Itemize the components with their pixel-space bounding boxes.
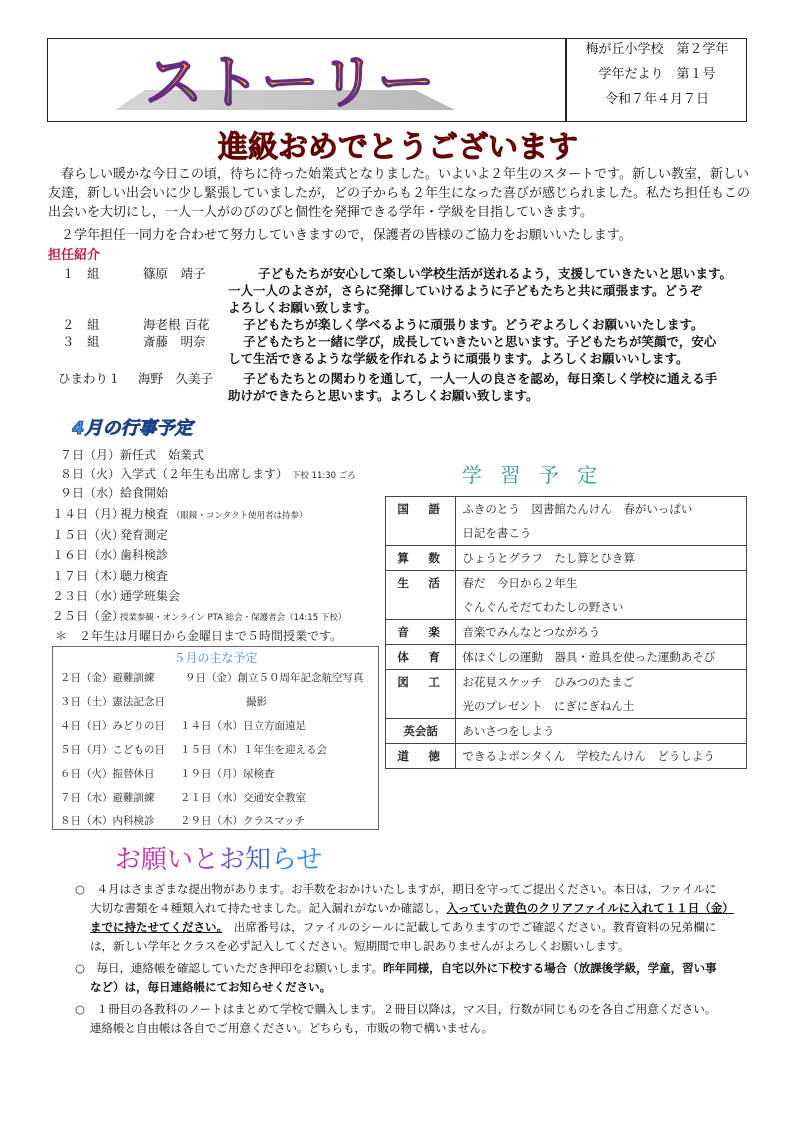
content-cell: ひょうとグラフ たし算とひき算 [456, 546, 747, 571]
teacher-1-class: １ 組 [62, 266, 100, 281]
may-item: ９日（金）創立５０周年記念航空写真 [185, 672, 364, 684]
event-date: １５日（火） [52, 528, 125, 542]
teacher-3-message-2: して生活できるような学級を作れるように頑張ります。よろしくお願いいします。 [228, 351, 689, 366]
event-text: 視力検査 [120, 507, 169, 521]
event-date: １４日（月） [52, 507, 125, 521]
subject-cell: 算 数 [386, 546, 456, 571]
may-item: １９日（月）尿検査 [180, 768, 275, 780]
teacher-4-message-1: 子どもたちとの関わりを通して，一人一人の良さを認め，毎日楽しく学校に通える手 [243, 371, 718, 386]
event-text: 入学式（２年生も出席します） [120, 467, 289, 481]
event-date: ２３日（水） [52, 589, 125, 603]
table-row [386, 645, 747, 670]
event-date: ９日（水） [60, 486, 121, 500]
table-row [386, 571, 747, 596]
notice-2-emphasis: 昨年同様，自宅以外に下校する場合（放課後学級，学童，習い事 [383, 961, 717, 975]
teacher-3-message-1: 子どもたちと一緒に学び，成長していきたいと思います。子どもたちが笑顔で，安心 [243, 334, 717, 349]
notices-heading [110, 838, 510, 878]
event-date: ７日（月） [60, 448, 121, 462]
may-item: ５日（月）こどもの日 [60, 744, 165, 756]
may-item: １５日（木）１年生を迎える会 [180, 744, 327, 756]
notice-2-line-2: など）は，毎日連絡帳にてお知らせください。 [90, 980, 332, 994]
subject-cell: 生 活 [386, 571, 456, 620]
content-cell: あいさつをしよう [456, 719, 747, 744]
school-info-line-3: 令和７年４月７日 [604, 92, 709, 107]
table-row [386, 497, 747, 522]
content-cell: できるよポンタくん 学校たんけん どうしよう [456, 744, 747, 769]
intro-paragraph-1: 春らしい暖かな今日この頃，待ちに待った始業式となりました。いよいよ２年生のスタートです。新しい教室，新しい友達，新しい出会いに少し緊張していましたが，どの子からも２年生になった喜びが感じられました。私たち担任もこの出会いを大切にし，一人一人がのびのびと個性を発揮できる学年・学級を目指していきます。 [48, 167, 751, 220]
event-text: 歯科検診 [120, 548, 169, 562]
may-item: ２９日（木）クラスマッチ [180, 815, 306, 827]
event-text: 新任式 始業式 [120, 448, 205, 462]
event-text: 発育測定 [120, 528, 169, 542]
teacher-2-message-1: 子どもたちが楽しく学べるように頑張ります。どうぞよろしくお願いいたします。 [243, 317, 704, 332]
subject-cell: 体 育 [386, 645, 456, 670]
may-item: ３日（土）憲法記念日 [60, 696, 165, 708]
notice-1-emphasis-2: までに持たせてください。 [90, 920, 223, 934]
may-item: １４日（水）日立方面遠足 [180, 720, 306, 732]
event-note: 授業参観・オンライン PTA 総会・保護者会（14:15 下校） [120, 613, 347, 623]
teacher-4-name: 海野 久美子 [138, 371, 214, 386]
content-cell: 春だ 今日から２年生 [456, 571, 747, 596]
subject-cell: 道 徳 [386, 744, 456, 769]
subject-cell: 音 楽 [386, 620, 456, 645]
content-cell: 音楽でみんなとつながろう [456, 620, 747, 645]
event-date: １７日（木） [52, 569, 125, 583]
teacher-1-message-1: 子どもたちが安心して楽しい学校生活が送れるよう，支援していきたいと思います。 [258, 266, 733, 281]
congrats-title [170, 124, 630, 166]
event-date: １６日（水） [52, 548, 125, 562]
notice-1-emphasis: 入っていた黄色のクリアファイルに入れて１１日（金） [446, 901, 734, 915]
notice-1-line-3: 出席番号は，ファイルのシールに記載してありますのでご確認ください。教育資料の兄弟欄に [233, 920, 717, 934]
header-divider [565, 38, 567, 122]
may-item: 撮影 [246, 696, 267, 708]
may-item: ６日（火）振替休日 [60, 768, 155, 780]
content-cell: ぐんぐんそだてわたしの野さい [456, 595, 747, 620]
teacher-3-class: ３ 組 [62, 334, 100, 349]
event-date: ８日（火） [60, 467, 121, 481]
may-heading: ５月の主な予定 [173, 651, 258, 665]
content-cell: 光のプレゼント にぎにぎねん土 [456, 694, 747, 719]
table-row [386, 744, 747, 769]
teacher-4-message-2: 助けができたらと思います。よろしくお願い致します。 [228, 388, 539, 403]
teacher-1-name: 篠原 靖子 [143, 266, 206, 281]
school-info-line-1: 梅が丘小学校 第２学年 [585, 42, 729, 57]
event-note: （眼鏡・コンタクト使用者は持参） [171, 511, 308, 521]
notice-3-line-2: 連絡帳と自由帳は各自でご用意ください。どちらも，市販の物で構いません。 [90, 1021, 494, 1035]
may-item: ２１日（水）交通安全教室 [180, 792, 306, 804]
study-heading: 学 習 予 定 [462, 463, 604, 487]
subject-cell: 国 語 [386, 497, 456, 546]
april-events-heading-text: 4月の行事予定 [72, 418, 193, 439]
teacher-1-message-2: 一人一人のよさが，さらに発揮していけるように子どもたちと共に頑張ます。どうぞ [228, 283, 703, 298]
event-date: ２５日（金） [52, 609, 125, 623]
school-info-line-2: 学年だより 第１号 [598, 67, 716, 82]
table-row [386, 620, 747, 645]
notices-heading-text: お願いとお知らせ [115, 845, 323, 875]
may-item: ４日（日）みどりの日 [60, 720, 165, 732]
events-note: ＊ ２年生は月曜日から金曜日まで５時間授業です。 [55, 629, 343, 643]
may-item: ７日（水）避難訓練 [60, 792, 155, 804]
april-events-heading [72, 412, 232, 442]
content-cell: お花見スケッチ ひみつのたまご [456, 670, 747, 695]
notice-2-line-1: ○ 毎日，連絡帳を確認していただき押印をお願いします。 [75, 961, 384, 975]
teacher-3-name: 斎藤 明奈 [143, 334, 206, 349]
study-table [385, 496, 747, 769]
teachers-heading: 担任紹介 [48, 248, 101, 263]
event-note: 下校 11:30 ごろ [291, 471, 356, 481]
event-text: 聴力検査 [120, 569, 169, 583]
content-cell: 体ほぐしの運動 器具・遊具を使った運動あそび [456, 645, 747, 670]
teacher-2-name: 海老根 百花 [143, 317, 210, 332]
teacher-1-message-3: よろしくお願い致します。 [228, 300, 378, 315]
may-item: ２日（金）避難訓練 [60, 672, 155, 684]
event-text: 通学班集会 [120, 589, 181, 603]
table-row [386, 719, 747, 744]
table-row [386, 546, 747, 571]
teacher-4-class: ひまわり１ [58, 371, 121, 386]
notice-1-line-4: は，新しい学年とクラスを必ず記入してください。短期間で申し訳ありませんがよろしくお願いします。 [90, 939, 630, 953]
subject-cell: 英会話 [386, 719, 456, 744]
notice-1-line-2: 大切な書類を４種類入れて持たせました。記入漏れがないか確認し， [90, 901, 447, 915]
content-cell: ふきのとう 図書館たんけん 春がいっぱい [456, 497, 747, 522]
may-item: ８日（木）内科検診 [60, 815, 155, 827]
congrats-title-text: 進級おめでとうございます [218, 130, 578, 165]
teacher-2-class: ２ 組 [62, 317, 100, 332]
subject-cell: 図 工 [386, 670, 456, 719]
logo-text: ストーリー [144, 48, 436, 116]
event-text: 給食開始 [120, 486, 169, 500]
table-row [386, 670, 747, 695]
intro-paragraph-2: ２学年担任一同力を合わせて努力していきますので，保護者の皆様のご協力をお願いいたします。 [48, 228, 632, 243]
content-cell: 日記を書こう [456, 521, 747, 546]
notice-3-line-1: ○ １冊目の各教科のノートはまとめて学校で購入します。２冊目以降は，マス目，行数が同じものを各自ご用意ください。 [75, 1002, 717, 1016]
story-logo [115, 40, 475, 116]
notice-1-line-1: ○ ４月はさまざまな提出物があります。お手数をおかけいたしますが，期日を守ってご提出ください。本日は，ファイルに [75, 882, 717, 896]
